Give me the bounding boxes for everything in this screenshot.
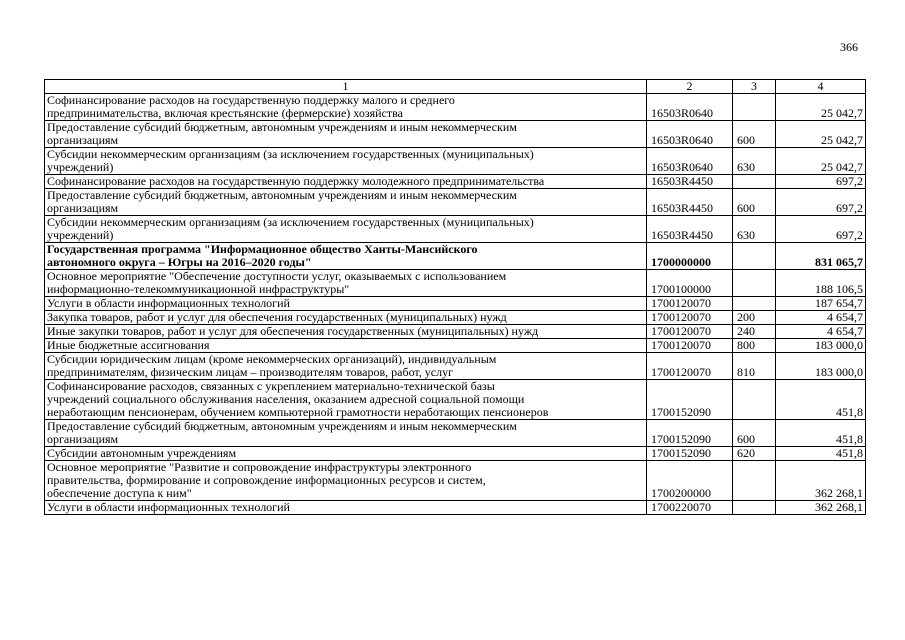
code-cell: 16503R0640 xyxy=(647,148,733,175)
kind-cell: 620 xyxy=(733,447,776,461)
kind-cell: 600 xyxy=(733,420,776,447)
sum-cell: 451,8 xyxy=(776,380,866,420)
kind-cell: 810 xyxy=(733,353,776,380)
kind-cell xyxy=(733,94,776,121)
kind-cell: 630 xyxy=(733,148,776,175)
sum-cell: 25 042,7 xyxy=(776,121,866,148)
name-cell: Государственная программа "Информационное общество Ханты-Мансийского автономного округа – Югры на 2016–2020 годы" xyxy=(45,243,647,270)
table-row xyxy=(45,447,866,461)
sum-cell: 451,8 xyxy=(776,420,866,447)
kind-cell: 630 xyxy=(733,216,776,243)
code-cell: 1700120070 xyxy=(647,311,733,325)
sum-cell: 697,2 xyxy=(776,175,866,189)
table-row xyxy=(45,270,866,297)
kind-cell: 200 xyxy=(733,311,776,325)
sum-cell: 187 654,7 xyxy=(776,297,866,311)
name-cell: Предоставление субсидий бюджетным, автономным учреждениям и иным некоммерческим организациям xyxy=(45,121,647,148)
name-cell: Софинансирование расходов, связанных с укреплением материально-технической базы учреждений социального обслуживания населения, оказанием адресной социальной помощи неработающим пенсионерам, обучением компьютерной грамотности неработающих пенсионеров xyxy=(45,380,647,420)
table-row xyxy=(45,94,866,121)
sum-cell: 25 042,7 xyxy=(776,94,866,121)
kind-cell: 800 xyxy=(733,339,776,353)
sum-cell: 451,8 xyxy=(776,447,866,461)
code-cell: 16503R4450 xyxy=(647,189,733,216)
table-row xyxy=(45,148,866,175)
kind-cell: 600 xyxy=(733,121,776,148)
table-row xyxy=(45,461,866,501)
page-number: 366 xyxy=(840,40,858,54)
table-row xyxy=(45,380,866,420)
kind-cell: 240 xyxy=(733,325,776,339)
table-row xyxy=(45,311,866,325)
sum-cell: 183 000,0 xyxy=(776,353,866,380)
code-cell: 1700152090 xyxy=(647,447,733,461)
table-row xyxy=(45,121,866,148)
header-cell-name: 1 xyxy=(45,80,647,94)
name-cell: Иные бюджетные ассигнования xyxy=(45,339,647,353)
kind-cell xyxy=(733,270,776,297)
header-cell-kind: 3 xyxy=(733,80,776,94)
table-row xyxy=(45,353,866,380)
sum-cell: 183 000,0 xyxy=(776,339,866,353)
name-cell: Основное мероприятие "Обеспечение доступности услуг, оказываемых с использованием информационно-телекоммуникационной инфраструктуры" xyxy=(45,270,647,297)
code-cell: 1700120070 xyxy=(647,297,733,311)
code-cell: 1700100000 xyxy=(647,270,733,297)
code-cell: 16503R0640 xyxy=(647,121,733,148)
name-cell: Основное мероприятие "Развитие и сопровождение инфраструктуры электронного правительства, формирование и сопровождение информационных ресурсов и систем, обеспечение доступа к ним" xyxy=(45,461,647,501)
sum-cell: 25 042,7 xyxy=(776,148,866,175)
name-cell: Субсидии некоммерческим организациям (за исключением государственных (муниципальных) учреждений) xyxy=(45,148,647,175)
table-row xyxy=(45,175,866,189)
code-cell: 16503R4450 xyxy=(647,216,733,243)
sum-cell: 188 106,5 xyxy=(776,270,866,297)
name-cell: Субсидии некоммерческим организациям (за исключением государственных (муниципальных) учреждений) xyxy=(45,216,647,243)
code-cell: 16503R4450 xyxy=(647,175,733,189)
code-cell: 1700000000 xyxy=(647,243,733,270)
code-cell: 1700220070 xyxy=(647,501,733,515)
table-row xyxy=(45,243,866,270)
name-cell: Субсидии юридическим лицам (кроме некоммерческих организаций), индивидуальным предпринимателям, физическим лицам – производителям товаров, работ, услуг xyxy=(45,353,647,380)
name-cell: Закупка товаров, работ и услуг для обеспечения государственных (муниципальных) нужд xyxy=(45,311,647,325)
code-cell: 1700120070 xyxy=(647,325,733,339)
sum-cell: 831 065,7 xyxy=(776,243,866,270)
sum-cell: 4 654,7 xyxy=(776,325,866,339)
name-cell: Софинансирование расходов на государственную поддержку молодежного предпринимательства xyxy=(45,175,647,189)
code-cell: 16503R0640 xyxy=(647,94,733,121)
kind-cell xyxy=(733,380,776,420)
table-row xyxy=(45,297,866,311)
sum-cell: 4 654,7 xyxy=(776,311,866,325)
name-cell: Субсидии автономным учреждениям xyxy=(45,447,647,461)
sum-cell: 697,2 xyxy=(776,216,866,243)
name-cell: Услуги в области информационных технологий xyxy=(45,501,647,515)
code-cell: 1700152090 xyxy=(647,380,733,420)
code-cell: 1700152090 xyxy=(647,420,733,447)
table-row xyxy=(45,325,866,339)
kind-cell xyxy=(733,297,776,311)
header-cell-code: 2 xyxy=(647,80,733,94)
table-row xyxy=(45,420,866,447)
kind-cell xyxy=(733,501,776,515)
header-row xyxy=(45,80,866,94)
name-cell: Иные закупки товаров, работ и услуг для обеспечения государственных (муниципальных) нужд xyxy=(45,325,647,339)
sum-cell: 362 268,1 xyxy=(776,461,866,501)
code-cell: 1700200000 xyxy=(647,461,733,501)
code-cell: 1700120070 xyxy=(647,353,733,380)
sum-cell: 697,2 xyxy=(776,189,866,216)
header-cell-sum: 4 xyxy=(776,80,866,94)
name-cell: Софинансирование расходов на государственную поддержку малого и среднего предпринимательства, включая крестьянские (фермерские) хозяйства xyxy=(45,94,647,121)
name-cell: Услуги в области информационных технологий xyxy=(45,297,647,311)
table-row xyxy=(45,501,866,515)
table-row xyxy=(45,216,866,243)
budget-table xyxy=(44,79,866,515)
kind-cell: 600 xyxy=(733,189,776,216)
name-cell: Предоставление субсидий бюджетным, автономным учреждениям и иным некоммерческим организациям xyxy=(45,189,647,216)
kind-cell xyxy=(733,175,776,189)
name-cell: Предоставление субсидий бюджетным, автономным учреждениям и иным некоммерческим организациям xyxy=(45,420,647,447)
table-row xyxy=(45,339,866,353)
code-cell: 1700120070 xyxy=(647,339,733,353)
kind-cell xyxy=(733,243,776,270)
sum-cell: 362 268,1 xyxy=(776,501,866,515)
table-row xyxy=(45,189,866,216)
kind-cell xyxy=(733,461,776,501)
